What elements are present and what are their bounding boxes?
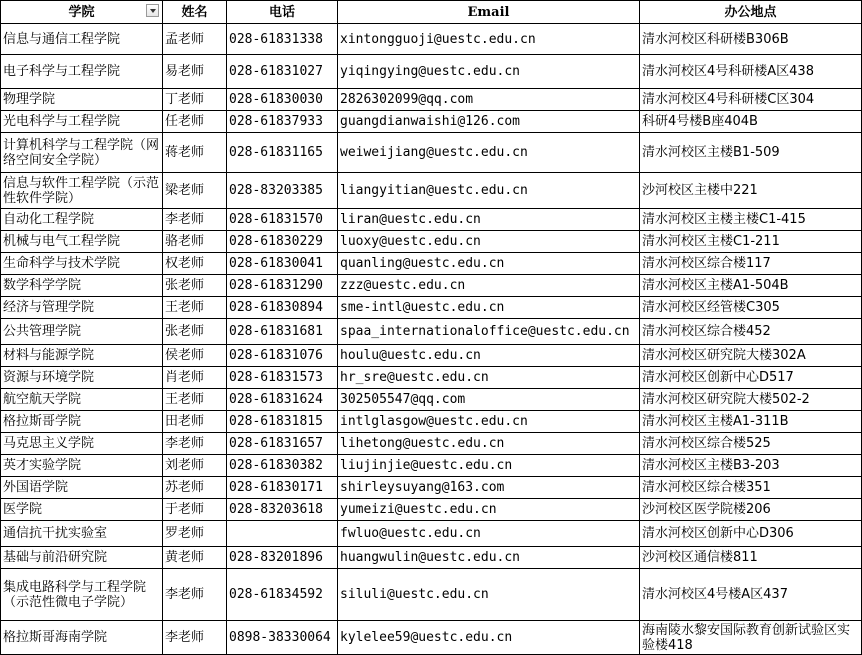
table-row	[1, 569, 862, 621]
cell-office[interactable]: 沙河校区主楼中221	[640, 173, 862, 209]
cell-office[interactable]: 清水河校区创新中心D306	[640, 521, 862, 547]
table-row	[1, 521, 862, 547]
cell-office[interactable]: 清水河校区创新中心D517	[640, 367, 862, 389]
cell-college[interactable]: 物理学院	[1, 89, 163, 111]
cell-phone[interactable]: 028-61831338	[227, 24, 338, 55]
cell-phone[interactable]: 028-61837933	[227, 111, 338, 133]
cell-office[interactable]: 海南陵水黎安国际教育创新试验区实验楼418	[640, 621, 862, 655]
table-row	[1, 275, 862, 297]
cell-office[interactable]: 沙河校区医学院楼206	[640, 499, 862, 521]
cell-office[interactable]: 清水河校区综合楼452	[640, 319, 862, 345]
cell-college[interactable]: 集成电路科学与工程学院（示范性微电子学院）	[1, 569, 163, 621]
cell-name[interactable]: 王老师	[163, 389, 227, 411]
cell-phone[interactable]	[227, 521, 338, 547]
cell-email[interactable]: spaa_internationaloffice@uestc.edu.cn	[338, 319, 640, 345]
cell-office[interactable]: 清水河校区科研楼B306B	[640, 24, 862, 55]
cell-phone[interactable]: 028-61834592	[227, 569, 338, 621]
cell-college[interactable]: 资源与环境学院	[1, 367, 163, 389]
cell-office[interactable]: 清水河校区主楼主楼C1-415	[640, 209, 862, 231]
cell-college[interactable]: 光电科学与工程学院	[1, 111, 163, 133]
cell-name[interactable]: 张老师	[163, 319, 227, 345]
cell-name[interactable]: 王老师	[163, 297, 227, 319]
cell-college[interactable]: 信息与通信工程学院	[1, 24, 163, 55]
cell-phone[interactable]: 028-61831657	[227, 433, 338, 455]
cell-college[interactable]: 信息与软件工程学院（示范性软件学院）	[1, 173, 163, 209]
cell-email[interactable]: 302505547@qq.com	[338, 389, 640, 411]
cell-email[interactable]: huangwulin@uestc.edu.cn	[338, 547, 640, 569]
header-email: Email	[338, 1, 640, 24]
cell-office[interactable]: 清水河校区4号科研楼A区438	[640, 55, 862, 89]
cell-phone[interactable]: 028-61831165	[227, 133, 338, 173]
cell-name[interactable]: 侯老师	[163, 345, 227, 367]
cell-college[interactable]: 计算机科学与工程学院（网络空间安全学院）	[1, 133, 163, 173]
cell-name[interactable]: 罗老师	[163, 521, 227, 547]
cell-phone[interactable]: 028-61831076	[227, 345, 338, 367]
table-row	[1, 173, 862, 209]
cell-college[interactable]: 电子科学与工程学院	[1, 55, 163, 89]
cell-phone[interactable]: 028-61831290	[227, 275, 338, 297]
table-row	[1, 455, 862, 477]
cell-phone[interactable]: 028-61831624	[227, 389, 338, 411]
cell-email[interactable]: siluli@uestc.edu.cn	[338, 569, 640, 621]
cell-college[interactable]: 公共管理学院	[1, 319, 163, 345]
cell-phone[interactable]: 028-61831681	[227, 319, 338, 345]
cell-email[interactable]: liran@uestc.edu.cn	[338, 209, 640, 231]
cell-phone[interactable]: 028-61830030	[227, 89, 338, 111]
cell-college[interactable]: 数学科学学院	[1, 275, 163, 297]
cell-office[interactable]: 清水河校区主楼B1-509	[640, 133, 862, 173]
cell-office[interactable]: 清水河校区综合楼351	[640, 477, 862, 499]
table-row	[1, 547, 862, 569]
cell-college[interactable]: 格拉斯哥学院	[1, 411, 163, 433]
header-phone: 电话	[227, 1, 338, 24]
cell-office[interactable]: 清水河校区主楼B3-203	[640, 455, 862, 477]
cell-name[interactable]: 骆老师	[163, 231, 227, 253]
table-row	[1, 24, 862, 55]
cell-email[interactable]: xintongguoji@uestc.edu.cn	[338, 24, 640, 55]
cell-email[interactable]: lihetong@uestc.edu.cn	[338, 433, 640, 455]
cell-name[interactable]: 田老师	[163, 411, 227, 433]
cell-name[interactable]: 李老师	[163, 621, 227, 655]
cell-office[interactable]: 清水河校区综合楼117	[640, 253, 862, 275]
cell-college[interactable]: 生命科学与技术学院	[1, 253, 163, 275]
cell-office[interactable]: 清水河校区主楼A1-311B	[640, 411, 862, 433]
cell-email[interactable]: liangyitian@uestc.edu.cn	[338, 173, 640, 209]
table-row	[1, 231, 862, 253]
cell-email[interactable]: quanling@uestc.edu.cn	[338, 253, 640, 275]
cell-phone[interactable]: 028-61831815	[227, 411, 338, 433]
table-row	[1, 89, 862, 111]
cell-office[interactable]: 清水河校区4号科研楼C区304	[640, 89, 862, 111]
cell-office[interactable]: 清水河校区研究院大楼502-2	[640, 389, 862, 411]
table-row	[1, 621, 862, 655]
cell-name[interactable]: 刘老师	[163, 455, 227, 477]
cell-email[interactable]: sme-intl@uestc.edu.cn	[338, 297, 640, 319]
cell-phone[interactable]: 028-83203618	[227, 499, 338, 521]
cell-name[interactable]: 黄老师	[163, 547, 227, 569]
header-office: 办公地点	[640, 1, 862, 24]
cell-college[interactable]: 马克思主义学院	[1, 433, 163, 455]
cell-phone[interactable]: 028-61830171	[227, 477, 338, 499]
cell-college[interactable]: 医学院	[1, 499, 163, 521]
cell-email[interactable]: 2826302099@qq.com	[338, 89, 640, 111]
cell-phone[interactable]: 0898-38330064	[227, 621, 338, 655]
cell-office[interactable]: 清水河校区4号楼A区437	[640, 569, 862, 621]
cell-email[interactable]: yumeizi@uestc.edu.cn	[338, 499, 640, 521]
table-row	[1, 55, 862, 89]
cell-phone[interactable]: 028-61831027	[227, 55, 338, 89]
cell-email[interactable]: fwluo@uestc.edu.cn	[338, 521, 640, 547]
cell-email[interactable]: houlu@uestc.edu.cn	[338, 345, 640, 367]
cell-email[interactable]: shirleysuyang@163.com	[338, 477, 640, 499]
cell-email[interactable]: zzz@uestc.edu.cn	[338, 275, 640, 297]
table-row	[1, 345, 862, 367]
table-row	[1, 297, 862, 319]
cell-college[interactable]: 机械与电气工程学院	[1, 231, 163, 253]
table-row	[1, 389, 862, 411]
cell-college[interactable]: 自动化工程学院	[1, 209, 163, 231]
cell-phone[interactable]: 028-61830041	[227, 253, 338, 275]
table-row	[1, 133, 862, 173]
cell-email[interactable]: intlglasgow@uestc.edu.cn	[338, 411, 640, 433]
header-college	[1, 1, 163, 24]
cell-office[interactable]: 清水河校区经管楼C305	[640, 297, 862, 319]
cell-phone[interactable]: 028-61831573	[227, 367, 338, 389]
cell-email[interactable]: luoxy@uestc.edu.cn	[338, 231, 640, 253]
cell-name[interactable]: 任老师	[163, 111, 227, 133]
header-name: 姓名	[163, 1, 227, 24]
cell-name[interactable]: 丁老师	[163, 89, 227, 111]
cell-email[interactable]: yiqingying@uestc.edu.cn	[338, 55, 640, 89]
cell-email[interactable]: liujinjie@uestc.edu.cn	[338, 455, 640, 477]
table-row	[1, 367, 862, 389]
cell-name[interactable]: 李老师	[163, 433, 227, 455]
dropdown-filter-icon[interactable]	[146, 4, 159, 17]
header-row	[1, 1, 862, 24]
table-row	[1, 433, 862, 455]
cell-college[interactable]: 通信抗干扰实验室	[1, 521, 163, 547]
cell-college[interactable]: 格拉斯哥海南学院	[1, 621, 163, 655]
table-row	[1, 319, 862, 345]
cell-name[interactable]: 李老师	[163, 209, 227, 231]
cell-phone[interactable]: 028-61830382	[227, 455, 338, 477]
cell-college[interactable]: 材料与能源学院	[1, 345, 163, 367]
cell-name[interactable]: 张老师	[163, 275, 227, 297]
table-row	[1, 499, 862, 521]
cell-phone[interactable]: 028-83203385	[227, 173, 338, 209]
cell-name[interactable]: 于老师	[163, 499, 227, 521]
cell-name[interactable]: 苏老师	[163, 477, 227, 499]
table-row	[1, 209, 862, 231]
table-row	[1, 111, 862, 133]
cell-name[interactable]: 梁老师	[163, 173, 227, 209]
cell-office[interactable]: 清水河校区主楼C1-211	[640, 231, 862, 253]
cell-phone[interactable]: 028-83201896	[227, 547, 338, 569]
cell-name[interactable]: 李老师	[163, 569, 227, 621]
cell-phone[interactable]: 028-61831570	[227, 209, 338, 231]
table-row	[1, 411, 862, 433]
cell-phone[interactable]: 028-61830229	[227, 231, 338, 253]
cell-college[interactable]: 基础与前沿研究院	[1, 547, 163, 569]
cell-name[interactable]: 蒋老师	[163, 133, 227, 173]
cell-email[interactable]: weiweijiang@uestc.edu.cn	[338, 133, 640, 173]
header-college-label: 学院	[68, 4, 95, 20]
cell-office[interactable]: 清水河校区主楼A1-504B	[640, 275, 862, 297]
cell-college[interactable]: 外国语学院	[1, 477, 163, 499]
cell-college[interactable]: 经济与管理学院	[1, 297, 163, 319]
cell-office[interactable]: 清水河校区研究院大楼302A	[640, 345, 862, 367]
cell-email[interactable]: guangdianwaishi@126.com	[338, 111, 640, 133]
cell-college[interactable]: 英才实验学院	[1, 455, 163, 477]
cell-name[interactable]: 易老师	[163, 55, 227, 89]
cell-name[interactable]: 权老师	[163, 253, 227, 275]
cell-college[interactable]: 航空航天学院	[1, 389, 163, 411]
cell-email[interactable]: hr_sre@uestc.edu.cn	[338, 367, 640, 389]
cell-name[interactable]: 孟老师	[163, 24, 227, 55]
cell-office[interactable]: 科研4号楼B座404B	[640, 111, 862, 133]
cell-email[interactable]: kylelee59@uestc.edu.cn	[338, 621, 640, 655]
cell-phone[interactable]: 028-61830894	[227, 297, 338, 319]
table-row	[1, 477, 862, 499]
table-row	[1, 253, 862, 275]
cell-office[interactable]: 沙河校区通信楼811	[640, 547, 862, 569]
cell-office[interactable]: 清水河校区综合楼525	[640, 433, 862, 455]
cell-name[interactable]: 肖老师	[163, 367, 227, 389]
